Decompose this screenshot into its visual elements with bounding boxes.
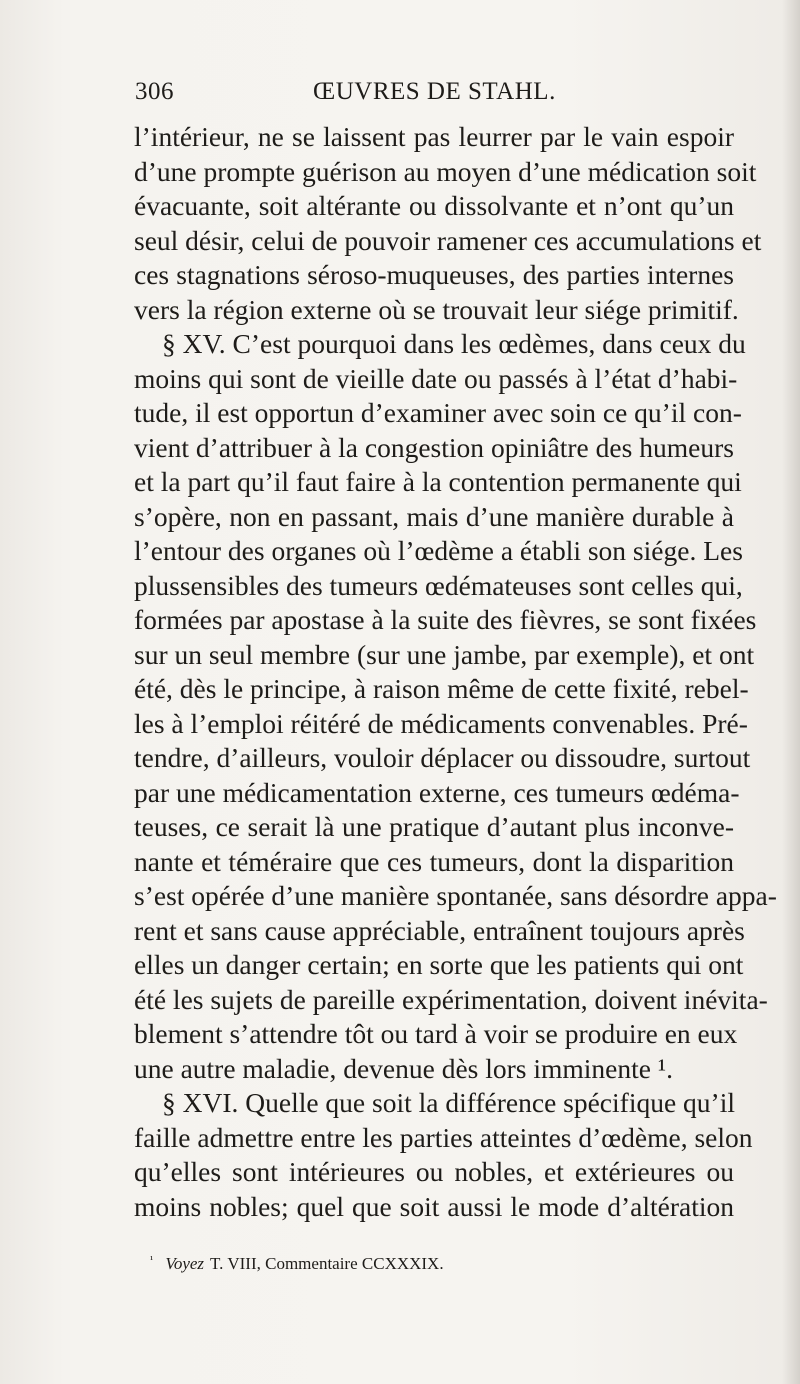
text-line: sur un seul membre (sur une jambe, par exemple), et ont <box>134 638 755 670</box>
text-line: formées par apostase à la suite des fièvres, se sont fixées <box>134 604 757 635</box>
text-line: nante et téméraire que ces tumeurs, dont la disparition <box>134 845 734 877</box>
text-line: qu’elles sont intérieures ou nobles, et extérieures ou <box>134 1156 734 1187</box>
text-line: s’est opérée d’une manière spontanée, sans désordre appa- <box>134 880 777 911</box>
text-line: par une médicamentation externe, ces tumeurs œdéma- <box>134 776 740 808</box>
footnote <box>150 1254 444 1274</box>
footnote-italic: Voyez <box>165 1254 205 1273</box>
text-line: l’intérieur, ne se laissent pas leurrer par le vain espoir <box>134 121 734 152</box>
text-line: vient d’attribuer à la congestion opiniâtre des humeurs <box>134 431 734 463</box>
page-header <box>135 78 730 110</box>
footnote-text: T. VIII, Commentaire CCXXXIX. <box>210 1254 444 1273</box>
text-line: été, dès le principe, à raison même de cette fixité, rebel- <box>134 673 749 704</box>
running-title: ŒUVRES DE STAHL. <box>313 78 556 105</box>
text-line: elles un danger certain; en sorte que les patients qui ont <box>134 949 744 980</box>
page-edge-shadow <box>782 0 800 1384</box>
text-line: d’une prompte guérison au moyen d’une médication soit <box>134 155 757 187</box>
text-line: tendre, d’ailleurs, vouloir déplacer ou dissoudre, surtout <box>134 742 751 773</box>
text-line: l’entour des organes où l’œdème a établi son siége. Les <box>134 535 743 566</box>
body-text <box>134 120 777 1224</box>
section-heading-line: § XV. C’est pourquoi dans les œdèmes, dans ceux du <box>162 328 746 359</box>
text-line: seul désir, celui de pouvoir ramener ces accumulations et <box>134 224 762 256</box>
text-line: moins nobles; quel que soit aussi le mode d’altération <box>134 1190 734 1222</box>
section-heading-line: § XVI. Quelle que soit la différence spécifique qu’il <box>162 1087 735 1118</box>
text-line: faille admettre entre les parties atteintes d’œdème, selon <box>134 1121 753 1153</box>
text-line: s’opère, non en passant, mais d’une manière durable à <box>134 500 734 532</box>
text-line: moins qui sont de vieille date ou passés à l’état d’habi- <box>134 362 738 394</box>
text-line: et la part qu’il faut faire à la contention permanente qui <box>134 466 742 497</box>
text-line: les à l’emploi réitéré de médicaments convenables. Pré- <box>134 707 748 739</box>
text-line: été les sujets de pareille expérimentation, doivent inévita- <box>134 983 768 1015</box>
text-line: plussensibles des tumeurs œdémateuses sont celles qui, <box>134 569 743 601</box>
text-line: teuses, ce serait là une pratique d’autant plus inconve- <box>134 811 734 842</box>
text-line: rent et sans cause appréciable, entraînent toujours après <box>134 914 745 946</box>
footnote-marker: ¹ <box>150 1254 154 1266</box>
text-line: ces stagnations séroso-muqueuses, des parties internes <box>134 259 734 290</box>
text-line: une autre maladie, devenue dès lors imminente ¹. <box>134 1052 673 1084</box>
text-line: vers la région externe où se trouvait leur siége primitif. <box>134 293 739 325</box>
text-line: évacuante, soit altérante ou dissolvante et n’ont qu’un <box>134 190 734 221</box>
text-line: tude, il est opportun d’examiner avec soin ce qu’il con- <box>134 397 742 428</box>
page-number: 306 <box>135 78 174 105</box>
text-line: blement s’attendre tôt ou tard à voir se produire en eux <box>134 1018 738 1049</box>
